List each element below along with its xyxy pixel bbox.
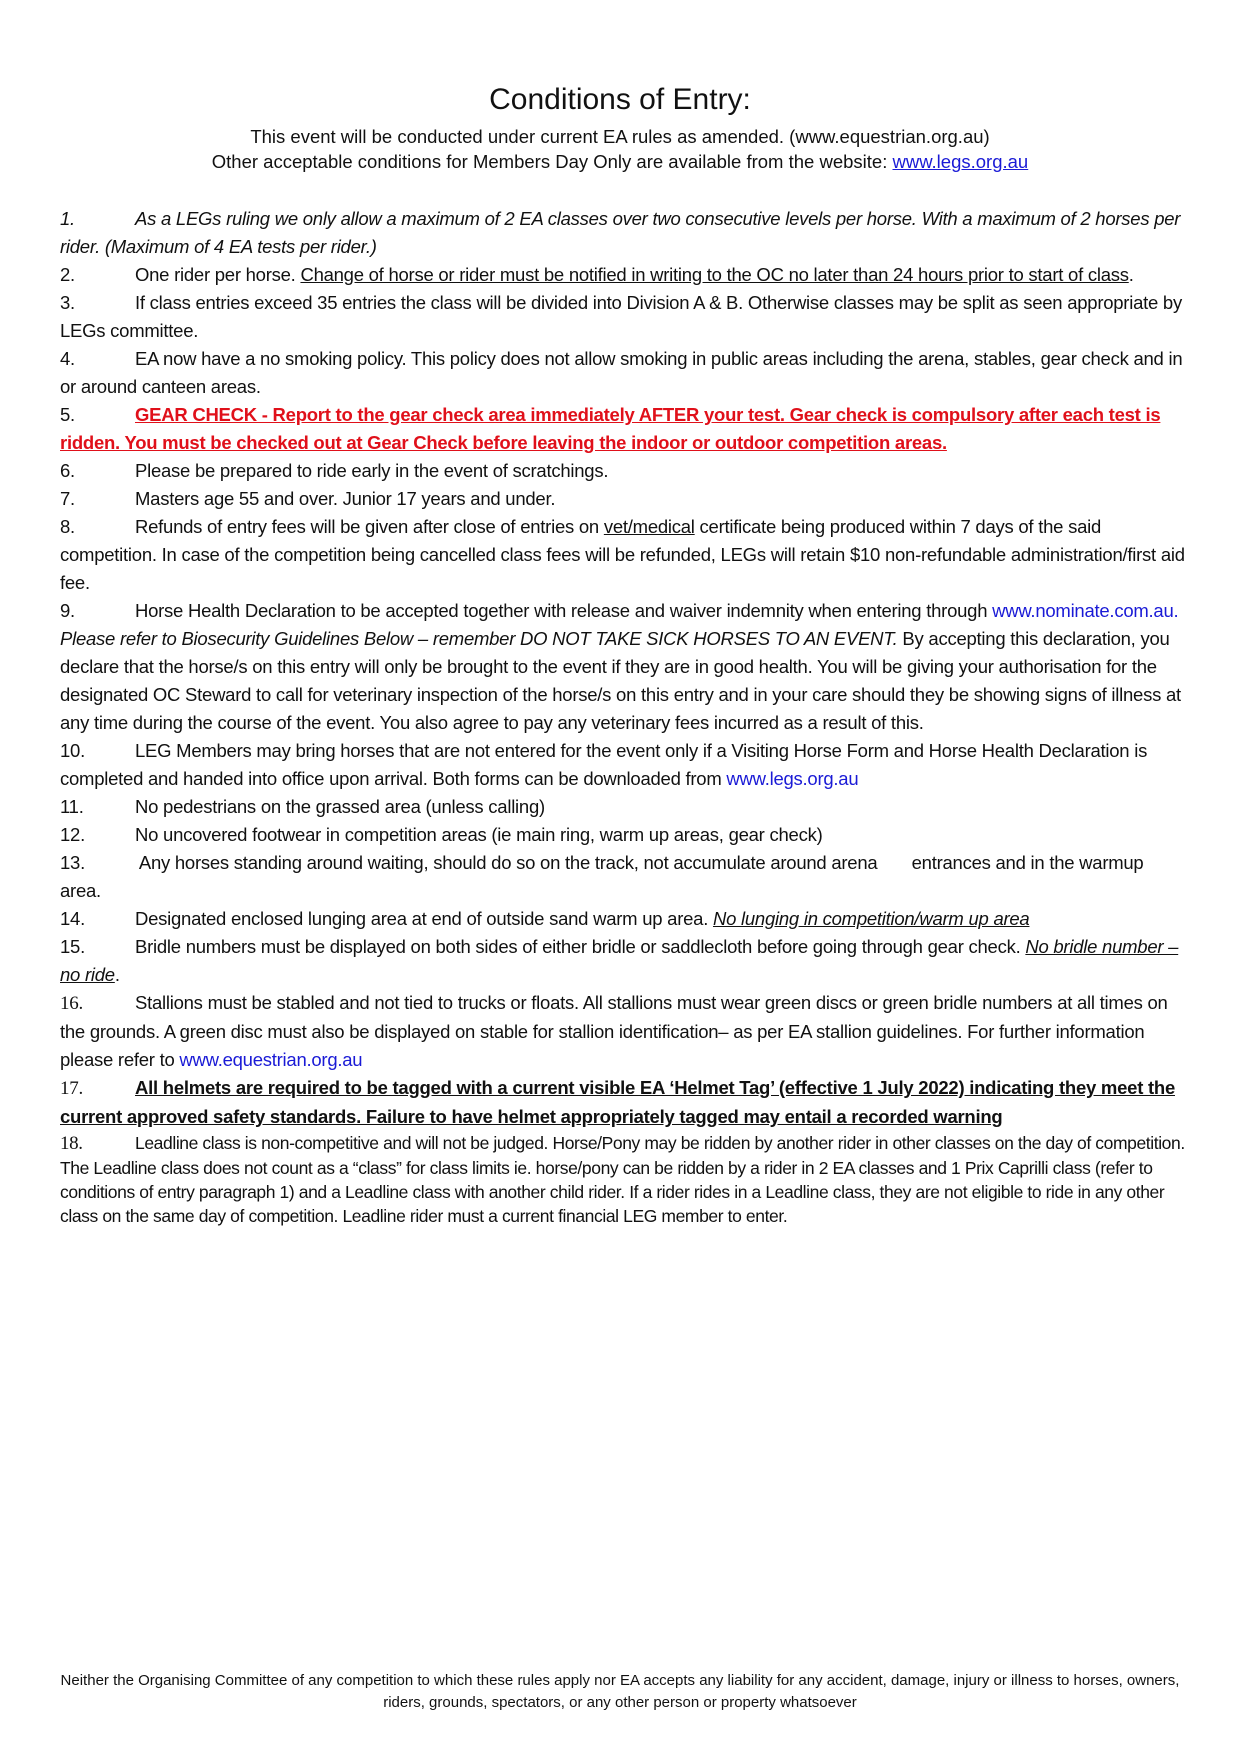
condition-item-14 [60,905,1185,933]
condition-text-end: . [1128,264,1134,285]
condition-text: If class entries exceed 35 entries the class will be divided into Division A & B. Otherwise classes may be split as seen appropriate by LEGs committee. [60,292,1182,341]
condition-number: 9. [60,600,75,621]
condition-text: As a LEGs ruling we only allow a maximum of 2 EA classes over two consecutive levels per horse. With a maximum of 2 horses per rider. (Maximum of 4 EA tests per rider.) [60,208,1181,257]
helmet-tag-warning-text: All helmets are required to be tagged with a current visible EA ‘Helmet Tag’ (effective 1 July 2022) indicating they meet the current approved safety standards. Failure to have helmet appropriately tagged may entail a recorded warning [60,1077,1175,1127]
condition-number: 15. [60,936,85,957]
subtitle-members-day-text: Other acceptable conditions for Members Day Only are available from the website: [211,151,893,172]
no-lunging-note: No lunging in competition/warm up area [712,908,1030,929]
condition-item-18 [60,1131,1185,1228]
condition-text: EA now have a no smoking policy. This policy does not allow smoking in public areas including the arena, stables, gear check and in or around canteen areas. [60,348,1183,397]
nominate-website-link[interactable]: www.nominate.com.au. [992,600,1179,621]
condition-number: 7. [60,488,75,509]
condition-text: Any horses standing around waiting, should do so on the track, not accumulate around arena entrances and in the warmup area. [60,852,1149,901]
condition-number: 5. [60,404,75,425]
condition-item-5 [60,401,1185,457]
conditions-list [60,205,1185,1228]
condition-text: LEG Members may bring horses that are not entered for the event only if a Visiting Horse Form and Horse Health Declaration is completed and handed into office upon arrival. Both forms can be downloaded from [60,740,1148,789]
condition-text: Masters age 55 and over. Junior 17 years and under. [135,488,556,509]
condition-number: 10. [60,740,85,761]
condition-text: Horse Health Declaration to be accepted together with release and waiver indemnity when entering through [135,600,993,621]
condition-text: Leadline class is non-competitive and will not be judged. Horse/Pony may be ridden by another rider in other classes on the day of competition. The Leadline class does not count as a “class” for class limits ie. horse/pony can be ridden by a rider in 2 EA classes and 1 Prix Caprilli class (refer to conditions of entry paragraph 1) and a Leadline class with another child rider. If a rider rides in a Leadline class, they are not eligible to ride in any other class on the same day of competition. Leadline rider must a current financial LEG member to enter. [60,1133,1185,1226]
legs-website-link[interactable]: www.legs.org.au [892,151,1029,172]
condition-text: One rider per horse. [135,264,301,285]
condition-number: 18. [60,1133,83,1154]
condition-number: 6. [60,460,75,481]
condition-number: 2. [60,264,75,285]
subtitle-members-day [0,149,1240,174]
condition-text: Stallions must be stabled and not tied to trucks or floats. All stallions must wear green discs or green bridle numbers at all times on the grounds. A green disc must also be displayed on stable for stallion identification– as per EA stallion guidelines. For further information please refer to [60,992,1168,1070]
condition-item-16 [60,989,1185,1074]
condition-number: 16. [60,993,83,1014]
condition-number: 14. [60,908,85,929]
condition-text: Please be prepared to ride early in the event of scratchings. [135,460,609,481]
condition-number: 3. [60,292,75,313]
condition-item-7 [60,485,1185,513]
liability-disclaimer: Neither the Organising Committee of any competition to which these rules apply nor EA accepts any liability for any accident, damage, injury or illness to horses, owners, riders, grounds, spectators, or any other person or property whatsoever [60,1672,1180,1711]
condition-text: No uncovered footwear in competition areas (ie main ring, warm up areas, gear check) [135,824,823,845]
condition-number: 17. [60,1078,83,1099]
biosecurity-note: Please refer to Biosecurity Guidelines Below – remember DO NOT TAKE SICK HORSES TO AN EVENT. [60,628,898,649]
condition-item-2 [60,261,1185,289]
condition-text: Designated enclosed lunging area at end of outside sand warm up area. [135,908,713,929]
condition-item-3 [60,289,1185,345]
condition-text: Bridle numbers must be displayed on both sides of either bridle or saddlecloth before going through gear check. [135,936,1026,957]
condition-number: 8. [60,516,75,537]
page-title: Conditions of Entry: [489,83,751,116]
legs-website-link[interactable]: www.legs.org.au [726,768,859,789]
condition-item-12 [60,821,1185,849]
condition-item-13 [60,849,1185,905]
condition-text-underlined: vet/medical [603,516,695,537]
no-bridle-number-note: No bridle number – no ride [60,936,1179,985]
gear-check-warning-text: GEAR CHECK - Report to the gear check area immediately AFTER your test. Gear check is compulsory after each test is ridden. You must be checked out at Gear Check before leaving the indoor or outdoor competition areas. [60,404,1161,453]
condition-item-8 [60,513,1185,597]
condition-item-10 [60,737,1185,793]
condition-number: 11. [60,796,84,817]
condition-number: 12. [60,824,85,845]
condition-item-6 [60,457,1185,485]
condition-item-9 [60,597,1185,737]
condition-text-after: By accepting this declaration, you declare that the horse/s on this entry will only be brought to the event if they are in good health. You will be giving your authorisation for the designated OC Steward to call for veterinary inspection of the horse/s on this entry and in your care should they be showing signs of illness at any time during the course of the event. You also agree to pay any veterinary fees incurred as a result of this. [60,628,1181,733]
subtitle-rules: This event will be conducted under current EA rules as amended. (www.equestrian.org.au) [250,126,990,147]
condition-text: Refunds of entry fees will be given after close of entries on [135,516,604,537]
condition-number: 4. [60,348,75,369]
condition-item-17 [60,1074,1185,1131]
condition-item-11 [60,793,1185,821]
condition-item-1 [60,205,1185,261]
condition-item-4 [60,345,1185,401]
condition-item-15 [60,933,1185,989]
condition-text-end: . [114,964,120,985]
condition-text: No pedestrians on the grassed area (unless calling) [135,796,545,817]
equestrian-website-link[interactable]: www.equestrian.org.au [179,1049,363,1070]
condition-text-underlined: Change of horse or rider must be notified in writing to the OC no later than 24 hours prior to start of class [300,264,1129,285]
condition-text-after: certificate being produced within 7 days of the said competition. In case of the competition being cancelled class fees will be refunded, LEGs will retain $10 non-refundable administration/first aid fee. [60,516,1185,593]
condition-number: 13. [60,852,85,873]
condition-number: 1. [60,208,75,229]
